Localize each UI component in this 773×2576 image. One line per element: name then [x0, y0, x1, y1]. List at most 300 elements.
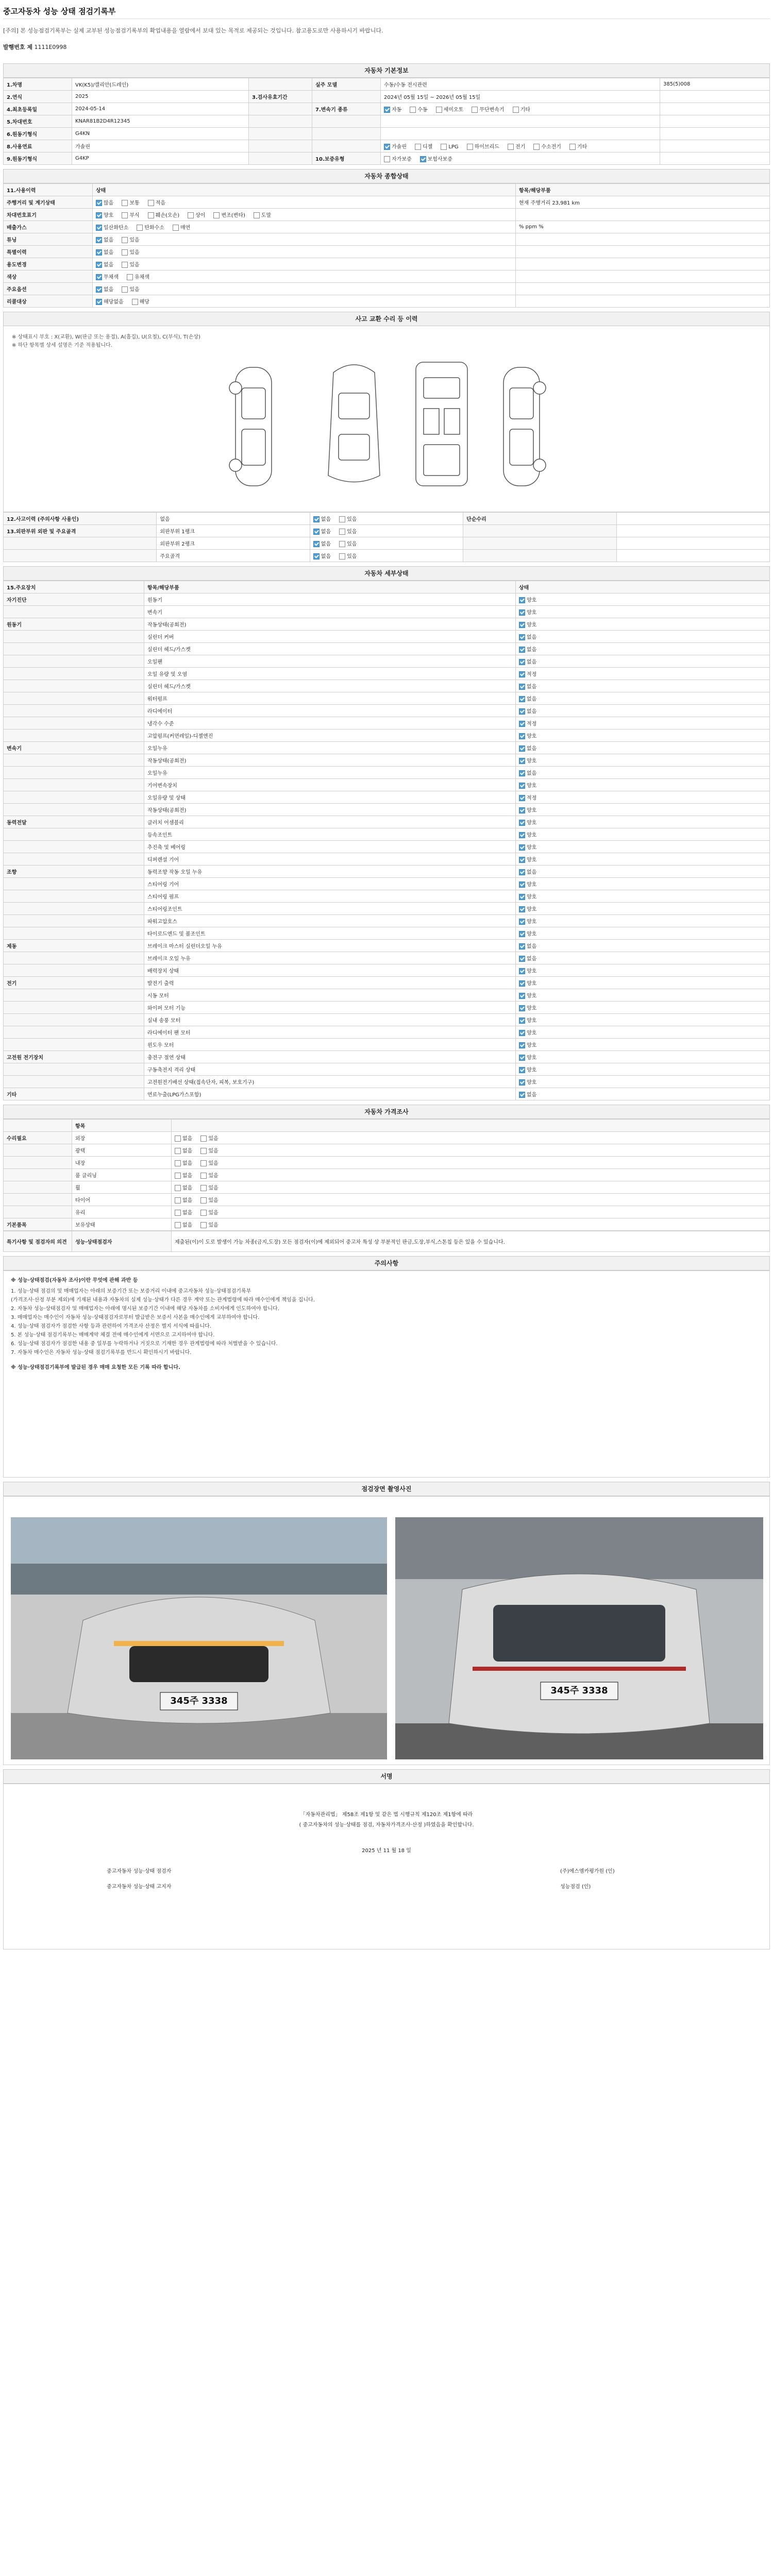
checkbox-label: 없음	[527, 1092, 537, 1098]
row-item: 오일 유량 및 오염	[144, 668, 516, 680]
checkbox-icon[interactable]	[519, 684, 525, 690]
checkbox-icon[interactable]	[339, 541, 345, 547]
checkbox-icon[interactable]	[420, 156, 426, 162]
checkbox-option[interactable]	[122, 211, 139, 218]
checkbox-icon[interactable]	[519, 783, 525, 789]
checkbox-icon[interactable]	[313, 541, 320, 547]
checkbox-option[interactable]	[96, 285, 113, 293]
checkbox-icon[interactable]	[148, 200, 154, 206]
row-label: 12.사고이력 (주의사항 사용인)	[4, 513, 157, 525]
row-label: 배출가스	[4, 221, 93, 233]
checkbox-icon[interactable]	[519, 647, 525, 653]
table-row	[4, 233, 770, 246]
checkbox-option[interactable]	[200, 1208, 218, 1216]
checkbox-option[interactable]	[127, 273, 149, 280]
checkbox-label: 하이브리드	[474, 144, 499, 150]
row-label	[463, 525, 616, 537]
checkbox-label: 변조(변타)	[221, 213, 245, 218]
checkbox-icon[interactable]	[96, 274, 102, 280]
checkbox-option[interactable]	[122, 235, 139, 243]
checkbox-option[interactable]	[132, 297, 149, 305]
checkbox-option[interactable]	[519, 1016, 536, 1024]
checkbox-option[interactable]	[519, 769, 536, 776]
row-status	[516, 841, 770, 853]
checkbox-option[interactable]	[384, 155, 412, 162]
checkbox-option[interactable]	[519, 781, 536, 789]
checkbox-option[interactable]	[508, 142, 525, 150]
checkbox-option[interactable]	[96, 297, 124, 305]
row-options	[310, 537, 463, 550]
table-row	[4, 209, 770, 221]
checkbox-icon[interactable]	[96, 237, 102, 243]
checkbox-option[interactable]	[175, 1171, 192, 1179]
checkbox-option[interactable]	[519, 967, 536, 974]
checkbox-icon[interactable]	[384, 107, 390, 113]
table-row	[4, 1076, 770, 1088]
checkbox-option[interactable]	[519, 1078, 536, 1086]
page-title: 중고자동차 성능 상태 점검기록부	[3, 6, 116, 16]
checkbox-option[interactable]	[519, 1004, 536, 1011]
checkbox-icon[interactable]	[519, 943, 525, 950]
row-group	[4, 903, 144, 915]
checkbox-icon[interactable]	[200, 1210, 207, 1216]
checkbox-label: 양호	[527, 1006, 537, 1011]
row-label: 색상	[4, 270, 93, 283]
checkbox-icon[interactable]	[519, 906, 525, 912]
checkbox-option[interactable]	[467, 142, 499, 150]
column-header: 11.사용이력	[4, 184, 93, 196]
section-price-title: 자동차 가격조사	[3, 1105, 770, 1119]
row-value: 없음	[157, 513, 310, 525]
checkbox-icon[interactable]	[519, 1055, 525, 1061]
row-group: 동력전달	[4, 816, 144, 828]
checkbox-icon[interactable]	[472, 107, 478, 113]
checkbox-icon[interactable]	[175, 1148, 181, 1154]
row-label: 7.변속기 종류	[312, 103, 381, 115]
checkbox-icon[interactable]	[339, 516, 345, 522]
checkbox-icon[interactable]	[467, 144, 473, 150]
checkbox-icon[interactable]	[508, 144, 514, 150]
checkbox-option[interactable]	[519, 620, 536, 628]
row-options	[172, 1132, 770, 1144]
row-status	[516, 754, 770, 767]
checkbox-option[interactable]	[420, 155, 452, 162]
row-group	[4, 841, 144, 853]
checkbox-icon[interactable]	[200, 1222, 207, 1228]
checkbox-icon[interactable]	[519, 1042, 525, 1048]
checkbox-icon[interactable]	[188, 212, 194, 218]
checkbox-icon[interactable]	[127, 274, 133, 280]
checkbox-option[interactable]	[519, 670, 536, 677]
checkbox-icon[interactable]	[339, 529, 345, 535]
checkbox-option[interactable]	[313, 515, 331, 522]
checkbox-option[interactable]	[188, 211, 205, 218]
checkbox-icon[interactable]	[519, 634, 525, 640]
checkbox-icon[interactable]	[533, 144, 540, 150]
checkbox-icon[interactable]	[519, 968, 525, 974]
row-group	[4, 717, 144, 730]
checkbox-icon[interactable]	[213, 212, 220, 218]
checkbox-label: 있음	[208, 1223, 219, 1228]
checkbox-option[interactable]	[122, 248, 139, 256]
checkbox-option[interactable]	[519, 979, 536, 987]
checkbox-option[interactable]	[519, 806, 536, 814]
checkbox-option[interactable]	[519, 1065, 536, 1073]
checkbox-option[interactable]	[384, 105, 401, 113]
checkbox-option[interactable]	[533, 142, 561, 150]
checkbox-icon[interactable]	[519, 1005, 525, 1011]
front-plate: 345주 3338	[170, 1696, 228, 1706]
checkbox-option[interactable]	[441, 144, 458, 150]
checkbox-icon[interactable]	[339, 553, 345, 560]
checkbox-icon[interactable]	[519, 1092, 525, 1098]
checkbox-icon[interactable]	[519, 832, 525, 838]
checkbox-option[interactable]	[148, 198, 165, 206]
checkbox-option[interactable]	[519, 942, 536, 950]
checkbox-icon[interactable]	[173, 225, 179, 231]
checkbox-label: 양호	[527, 931, 537, 937]
row-value: 외판부위 2랭크	[157, 537, 310, 550]
checkbox-option[interactable]	[519, 596, 536, 603]
checkbox-option[interactable]	[175, 1221, 192, 1228]
table-row	[4, 952, 770, 964]
checkbox-label: 양호	[527, 833, 537, 838]
checkbox-icon[interactable]	[122, 212, 128, 218]
row-label: 1.차명	[4, 78, 72, 91]
checkbox-label: 가솔린	[392, 144, 407, 150]
checkbox-icon[interactable]	[519, 733, 525, 739]
checkbox-icon[interactable]	[148, 212, 154, 218]
checkbox-option[interactable]	[339, 515, 357, 522]
checkbox-label: 양호	[527, 1018, 537, 1024]
checkbox-icon[interactable]	[96, 200, 102, 206]
checkbox-option[interactable]	[96, 260, 113, 268]
checkbox-icon[interactable]	[519, 622, 525, 628]
checkbox-option[interactable]	[175, 1159, 192, 1166]
checkbox-icon[interactable]	[519, 919, 525, 925]
checkbox-option[interactable]	[519, 694, 536, 702]
row-value: 수동/수동 전시관련	[381, 78, 660, 91]
checkbox-option[interactable]	[200, 1196, 218, 1204]
checkbox-icon[interactable]	[519, 956, 525, 962]
checkbox-icon[interactable]	[519, 931, 525, 937]
checkbox-icon[interactable]	[313, 516, 320, 522]
checkbox-option[interactable]	[96, 198, 113, 206]
checkbox-icon[interactable]	[519, 745, 525, 752]
checkbox-icon[interactable]	[96, 212, 102, 218]
checkbox-label: 있음	[208, 1198, 219, 1204]
checkbox-icon[interactable]	[519, 671, 525, 677]
checkbox-icon[interactable]	[122, 286, 128, 293]
checkbox-option[interactable]	[519, 991, 536, 999]
checkbox-option[interactable]	[519, 868, 536, 875]
table-row	[4, 977, 770, 989]
checkbox-icon[interactable]	[513, 107, 519, 113]
row-item: 작동상태(공회전)	[144, 754, 516, 767]
checkbox-icon[interactable]	[519, 758, 525, 764]
checkbox-option[interactable]	[339, 552, 357, 560]
checkbox-option[interactable]	[96, 248, 113, 256]
checkbox-icon[interactable]	[122, 200, 128, 206]
checkbox-label: 도말	[261, 213, 272, 218]
checkbox-option[interactable]	[175, 1183, 192, 1191]
checkbox-option[interactable]	[175, 1208, 192, 1216]
checkbox-label: 없음	[182, 1210, 193, 1216]
checkbox-icon[interactable]	[519, 857, 525, 863]
checkbox-label: 양호	[527, 981, 537, 987]
checkbox-label: 없음	[182, 1223, 193, 1228]
checkbox-icon[interactable]	[519, 696, 525, 702]
signature-line: (주)에스엠카평가원 (인)	[560, 1869, 615, 1874]
checkbox-icon[interactable]	[519, 820, 525, 826]
checkbox-icon[interactable]	[519, 597, 525, 603]
checkbox-icon[interactable]	[132, 299, 138, 305]
checkbox-label: 해당없음	[104, 299, 124, 305]
checkbox-icon[interactable]	[122, 262, 128, 268]
row-group	[4, 1063, 144, 1076]
checkbox-icon[interactable]	[415, 144, 421, 150]
checkbox-label: 양호	[527, 598, 537, 603]
checkbox-icon[interactable]	[384, 144, 390, 150]
checkbox-option[interactable]	[519, 657, 536, 665]
checkbox-option[interactable]	[472, 105, 504, 113]
checkbox-option[interactable]	[519, 744, 536, 752]
row-group	[4, 1026, 144, 1039]
checkbox-icon[interactable]	[175, 1160, 181, 1166]
checkbox-icon[interactable]	[175, 1136, 181, 1142]
row-item: 냉각수 수준	[144, 717, 516, 730]
checkbox-option[interactable]	[519, 818, 536, 826]
checkbox-icon[interactable]	[122, 237, 128, 243]
checkbox-icon[interactable]	[519, 869, 525, 875]
checkbox-icon[interactable]	[254, 212, 260, 218]
checkbox-option[interactable]	[519, 929, 536, 937]
checkbox-option[interactable]	[513, 105, 530, 113]
checkbox-option[interactable]	[519, 1041, 536, 1048]
checkbox-option[interactable]	[519, 719, 536, 727]
checkbox-icon[interactable]	[519, 882, 525, 888]
table-row	[4, 513, 770, 525]
checkbox-icon[interactable]	[175, 1173, 181, 1179]
checkbox-option[interactable]	[519, 855, 536, 863]
signature-line: 성능점검 (인)	[560, 1884, 591, 1890]
checkbox-option[interactable]	[519, 608, 536, 616]
checkbox-option[interactable]	[200, 1183, 218, 1191]
row-item: 실린더 헤드/가스켓	[144, 680, 516, 692]
checkbox-option[interactable]	[175, 1146, 192, 1154]
checkbox-icon[interactable]	[519, 980, 525, 987]
checkbox-icon[interactable]	[96, 299, 102, 305]
checkbox-label: 해당	[139, 299, 149, 305]
checkbox-icon[interactable]	[519, 894, 525, 900]
checkbox-option[interactable]	[519, 645, 536, 653]
checkbox-option[interactable]	[339, 527, 357, 535]
checkbox-option[interactable]	[339, 539, 357, 547]
row-value: G4KP	[72, 152, 249, 165]
checkbox-icon[interactable]	[384, 156, 390, 162]
checkbox-icon[interactable]	[519, 1079, 525, 1086]
checkbox-option[interactable]	[313, 539, 331, 547]
checkbox-icon[interactable]	[200, 1160, 207, 1166]
checkbox-option[interactable]	[96, 235, 113, 243]
row-value	[516, 258, 770, 270]
checkbox-option[interactable]	[436, 105, 464, 113]
checkbox-option[interactable]	[519, 831, 536, 838]
row-item: 원동기	[144, 594, 516, 606]
checkbox-option[interactable]	[519, 905, 536, 912]
checkbox-icon[interactable]	[122, 249, 128, 256]
checkbox-option[interactable]	[519, 917, 536, 925]
checkbox-option[interactable]	[96, 273, 119, 280]
checkbox-option[interactable]	[173, 223, 190, 231]
checkbox-icon[interactable]	[436, 107, 442, 113]
row-options	[172, 1181, 770, 1194]
checkbox-icon[interactable]	[519, 659, 525, 665]
checkbox-icon[interactable]	[175, 1185, 181, 1191]
checkbox-icon[interactable]	[519, 708, 525, 715]
checkbox-option[interactable]	[200, 1221, 218, 1228]
row-item: 광택	[72, 1144, 172, 1157]
caution-line: 4. 성능·상태 점검자가 점검한 사항 등과 관련하여 가격조사 산정은 별지 서식에 따릅니다.	[11, 1324, 211, 1329]
row-group	[4, 668, 144, 680]
checkbox-option[interactable]	[122, 260, 139, 268]
section-caution-title: 주의사항	[3, 1256, 770, 1270]
row-status	[516, 1076, 770, 1088]
checkbox-option[interactable]	[519, 880, 536, 888]
checkbox-option[interactable]	[519, 732, 536, 739]
checkbox-label: 적정	[527, 672, 537, 677]
table-row	[4, 692, 770, 705]
checkbox-option[interactable]	[313, 527, 331, 535]
checkbox-icon[interactable]	[519, 721, 525, 727]
checkbox-icon[interactable]	[96, 249, 102, 256]
checkbox-option[interactable]	[519, 954, 536, 962]
signature-line: ( 중고자동차의 성능·상태를 점검, 자동차가격조사·산정 )하였음을 확인합니다.	[299, 1822, 474, 1828]
checkbox-option[interactable]	[519, 682, 536, 690]
checkbox-option[interactable]	[175, 1196, 192, 1204]
checkbox-option[interactable]	[213, 211, 245, 218]
row-item: 기어변속장치	[144, 779, 516, 791]
checkbox-option[interactable]	[519, 1028, 536, 1036]
checkbox-icon[interactable]	[519, 770, 525, 776]
checkbox-option[interactable]	[200, 1171, 218, 1179]
row-value	[381, 103, 660, 115]
row-label	[312, 128, 381, 140]
checkbox-option[interactable]	[137, 223, 164, 231]
row-label: 실주 모델	[312, 78, 381, 91]
checkbox-option[interactable]	[519, 707, 536, 715]
checkbox-option[interactable]	[519, 756, 536, 764]
checkbox-icon[interactable]	[200, 1136, 207, 1142]
checkbox-option[interactable]	[200, 1146, 218, 1154]
checkbox-option[interactable]	[519, 793, 536, 801]
checkbox-icon[interactable]	[519, 609, 525, 616]
checkbox-option[interactable]	[519, 892, 536, 900]
checkbox-icon[interactable]	[519, 795, 525, 801]
checkbox-option[interactable]	[569, 142, 587, 150]
row-value: 주요골격	[157, 550, 310, 562]
checkbox-icon[interactable]	[313, 529, 320, 535]
column-header	[4, 1120, 72, 1132]
checkbox-option[interactable]	[200, 1134, 218, 1142]
checkbox-option[interactable]	[519, 1090, 536, 1098]
checkbox-icon[interactable]	[569, 144, 576, 150]
checkbox-option[interactable]	[415, 142, 432, 150]
checkbox-option[interactable]	[313, 552, 331, 560]
checkbox-icon[interactable]	[441, 144, 447, 150]
checkbox-icon[interactable]	[137, 225, 143, 231]
checkbox-option[interactable]	[200, 1159, 218, 1166]
row-value	[516, 283, 770, 295]
section-basic-title: 자동차 기본정보	[3, 63, 770, 78]
table-row	[4, 903, 770, 915]
checkbox-option[interactable]	[519, 1053, 536, 1061]
checkbox-option[interactable]	[148, 211, 179, 218]
checkbox-icon[interactable]	[200, 1197, 207, 1204]
table-row	[4, 680, 770, 692]
checkbox-option[interactable]	[254, 211, 271, 218]
checkbox-icon[interactable]	[200, 1148, 207, 1154]
row-value: 외판부위 1랭크	[157, 525, 310, 537]
checkbox-option[interactable]	[96, 211, 113, 218]
checkbox-option[interactable]	[175, 1134, 192, 1142]
checkbox-label: 없음	[527, 659, 537, 665]
checkbox-icon[interactable]	[410, 107, 416, 113]
checkbox-icon[interactable]	[96, 286, 102, 293]
checkbox-icon[interactable]	[96, 225, 102, 231]
checkbox-icon[interactable]	[175, 1197, 181, 1204]
checkbox-option[interactable]	[410, 105, 427, 113]
checkbox-icon[interactable]	[96, 262, 102, 268]
checkbox-icon[interactable]	[519, 844, 525, 851]
row-status	[516, 717, 770, 730]
row-status	[516, 828, 770, 841]
row-label	[249, 115, 312, 128]
checkbox-option[interactable]	[96, 223, 128, 231]
row-item: 유리	[72, 1206, 172, 1218]
row-status	[516, 767, 770, 779]
checkbox-icon[interactable]	[519, 1030, 525, 1036]
row-item: 충전구 절연 상태	[144, 1051, 516, 1063]
checkbox-icon[interactable]	[175, 1210, 181, 1216]
checkbox-icon[interactable]	[519, 993, 525, 999]
checkbox-label: 유채색	[134, 275, 149, 280]
section-detail-title: 자동차 세부상태	[3, 566, 770, 581]
checkbox-icon[interactable]	[519, 1067, 525, 1073]
checkbox-icon[interactable]	[519, 1018, 525, 1024]
checkbox-label: 있음	[208, 1136, 219, 1142]
row-item: 오일유량 및 상태	[144, 791, 516, 804]
car-front-photo-icon	[11, 1517, 387, 1759]
front-photo	[11, 1517, 387, 1759]
checkbox-option[interactable]	[122, 285, 139, 293]
row-options	[172, 1169, 770, 1181]
table-row	[4, 767, 770, 779]
checkbox-option[interactable]	[122, 198, 139, 206]
checkbox-option[interactable]	[519, 633, 536, 640]
checkbox-icon[interactable]	[519, 807, 525, 814]
checkbox-icon[interactable]	[175, 1222, 181, 1228]
checkbox-icon[interactable]	[200, 1185, 207, 1191]
checkbox-icon[interactable]	[313, 553, 320, 560]
checkbox-icon[interactable]	[200, 1173, 207, 1179]
checkbox-option[interactable]	[384, 142, 407, 150]
row-options	[172, 1144, 770, 1157]
checkbox-option[interactable]	[519, 843, 536, 851]
row-item: 연료누출(LPG가스포함)	[144, 1088, 516, 1100]
checkbox-label: 양호	[527, 969, 537, 974]
legend-line: ※ 상태표시 부호 : X(교환), W(판금 또는 용접), A(흠집), U(요철), C(부식), T(손상)	[12, 334, 200, 340]
